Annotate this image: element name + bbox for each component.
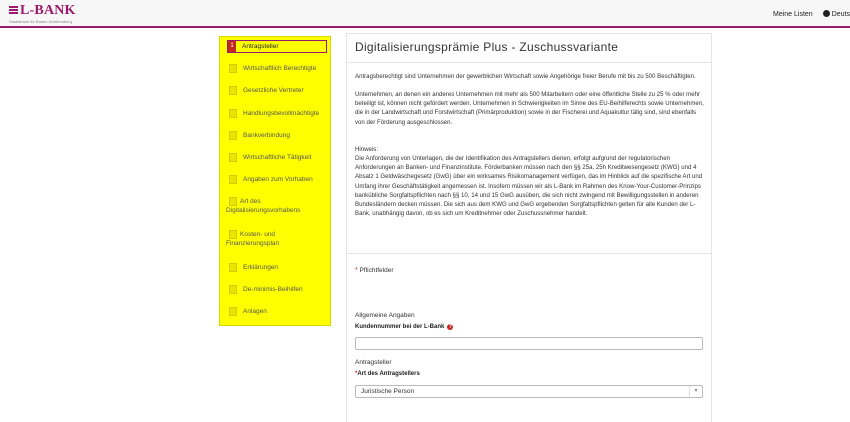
step-antragsteller[interactable]: [227, 40, 327, 53]
step-label: Bankverbindung: [243, 132, 290, 139]
step-kosten-und-finanzierungsplan[interactable]: [226, 230, 306, 248]
logo-mark-icon: [9, 6, 18, 16]
step-label: Kosten- und Finanzierungsplan: [226, 231, 280, 247]
hinweis-label: Hinweis:: [355, 146, 379, 153]
step-marker: [229, 86, 237, 95]
section-antragsteller: Antragsteller: [355, 359, 392, 366]
hinweis-text: Die Anforderung von Unterlagen, die der Identifikation des Antragstellers dienen, erfolgt aufgrund der regulatorischen Anforderungen an Banken- und Finanzinstitute. Förderbanken müssen nach den §§ 25a, 25h Kreditwesengesetz (KWG) und 4 Absatz 1 Geldwäschegesetz (GwG) über ein wirksames Risikomanagement verfügen, das im Hinblick auf die spezifische Art und Umfang ihrer Geschäftstätigkeit angemessen ist. Insofern müssen wir als L-Bank im Rahmen des Know-Your-Customer-Prinzips bankübliche Sorgfaltspflichten nach §§ 10, 14 und 15 GwG ausüben, die sich nicht zwingend mit Bewilligungsstellen in anderen Bundesländern decken müssen. Die sich aus dem KWG und GwG ergebenden Sorgfaltspflichten gelten für alle Kunden der L-Bank, unabhängig davon, ob es sich um Kreditnehmer oder Zuschussnehmer handelt.: [355, 155, 703, 218]
intro-paragraph-1: Antragsberechtigt sind Unternehmen der gewerblichen Wirtschaft sowie Angehörige freier Berufe mit bis zu 500 Beschäftigten.: [355, 73, 696, 80]
language-label: Deuts: [831, 11, 850, 18]
intro-paragraph-2: Unternehmen, an denen ein anderes Unternehmen mit mehr als 500 Mitarbeitern oder eine öffentliche Stelle zu 25 % oder mehr beteiligt ist, können nicht gefördert werden. Unternehmen in Schwierigkeiten im Sinne des EU-Beihilferechts sowie Unternehmen, die in der Landwirtschaft und Forstwirtschaft (Primärproduktion) sowie in der Fischerei und Aquakultur tätig sind, sind ebenfalls von der Förderung ausgeschlossen.: [355, 91, 704, 126]
page-title: Digitalisierungsprämie Plus - Zuschussvariante: [355, 40, 619, 54]
section-allgemeine-angaben: Allgemeine Angaben: [355, 312, 415, 319]
step-label: Wirtschaftlich Berechtigte: [243, 65, 317, 72]
l-bank-logo[interactable]: [9, 5, 76, 23]
step-label: Handlungsbevollmächtigte: [243, 110, 320, 117]
step-marker: [229, 64, 237, 73]
step-handlungsbevollmaechtigte[interactable]: [229, 109, 329, 118]
step-label: Angaben zum Vorhaben: [243, 176, 313, 183]
step-marker: [229, 197, 237, 206]
step-gesetzliche-vertreter[interactable]: [229, 86, 329, 95]
step-anlagen[interactable]: [229, 307, 329, 316]
step-wirtschaftliche-taetigkeit[interactable]: [229, 153, 329, 162]
step-label: De-minimis-Beihilfen: [243, 286, 303, 293]
select-value: Juristische Person: [361, 388, 415, 395]
step-bankverbindung[interactable]: [229, 131, 329, 140]
step-marker: [229, 109, 237, 118]
kundennummer-label-text: Kundennummer bei der L-Bank: [355, 324, 445, 330]
kundennummer-input[interactable]: [355, 337, 703, 350]
step-marker: [229, 263, 237, 272]
pflichtfelder-label: Pflichtfelder: [359, 267, 394, 274]
step-marker: [229, 175, 237, 184]
divider: [347, 62, 711, 63]
required-star: *: [355, 267, 358, 274]
step-label: Erklärungen: [243, 264, 279, 271]
globe-icon: [823, 10, 830, 17]
help-icon[interactable]: ?: [448, 324, 452, 330]
art-des-antragstellers-select[interactable]: [355, 385, 703, 398]
step-erklaerungen[interactable]: [229, 263, 329, 272]
step-art-des-digitalisierungsvorhabens[interactable]: [226, 197, 321, 215]
kundennummer-label: [355, 324, 453, 330]
step-number: 1: [228, 41, 236, 52]
step-navigation: [219, 36, 331, 326]
meine-listen-link[interactable]: Meine Listen: [773, 11, 813, 18]
step-marker: [229, 307, 237, 316]
art-label-text: Art des Antragstellers: [357, 371, 420, 377]
step-marker: [229, 285, 237, 294]
step-marker: [229, 131, 237, 140]
art-des-antragstellers-label: [355, 371, 420, 377]
step-label: Anlagen: [243, 308, 267, 315]
chevron-down-icon: ▾: [689, 386, 702, 397]
top-bar: [0, 0, 850, 28]
logo-text: L-BANK: [20, 3, 76, 18]
logo-subtitle: Staatsbank für Baden-Württemberg: [9, 19, 72, 24]
divider: [347, 253, 711, 254]
step-marker: [229, 153, 237, 162]
top-navigation: [773, 10, 850, 18]
required-star: *: [355, 371, 358, 377]
step-label: Art des Digitalisierungsvorhabens: [226, 198, 301, 214]
form-panel: [346, 33, 712, 422]
language-selector[interactable]: [823, 11, 850, 18]
step-angaben-zum-vorhaben[interactable]: [229, 175, 329, 184]
step-label: Wirtschaftliche Tätigkeit: [243, 154, 312, 161]
pflichtfelder-hint: [355, 267, 394, 274]
step-wirtschaftlich-berechtigte[interactable]: [229, 64, 329, 73]
step-label: Gesetzliche Vertreter: [243, 87, 304, 94]
step-de-minimis-beihilfen[interactable]: [229, 285, 329, 294]
step-marker: [229, 230, 237, 239]
step-label: Antragsteller: [242, 43, 279, 50]
